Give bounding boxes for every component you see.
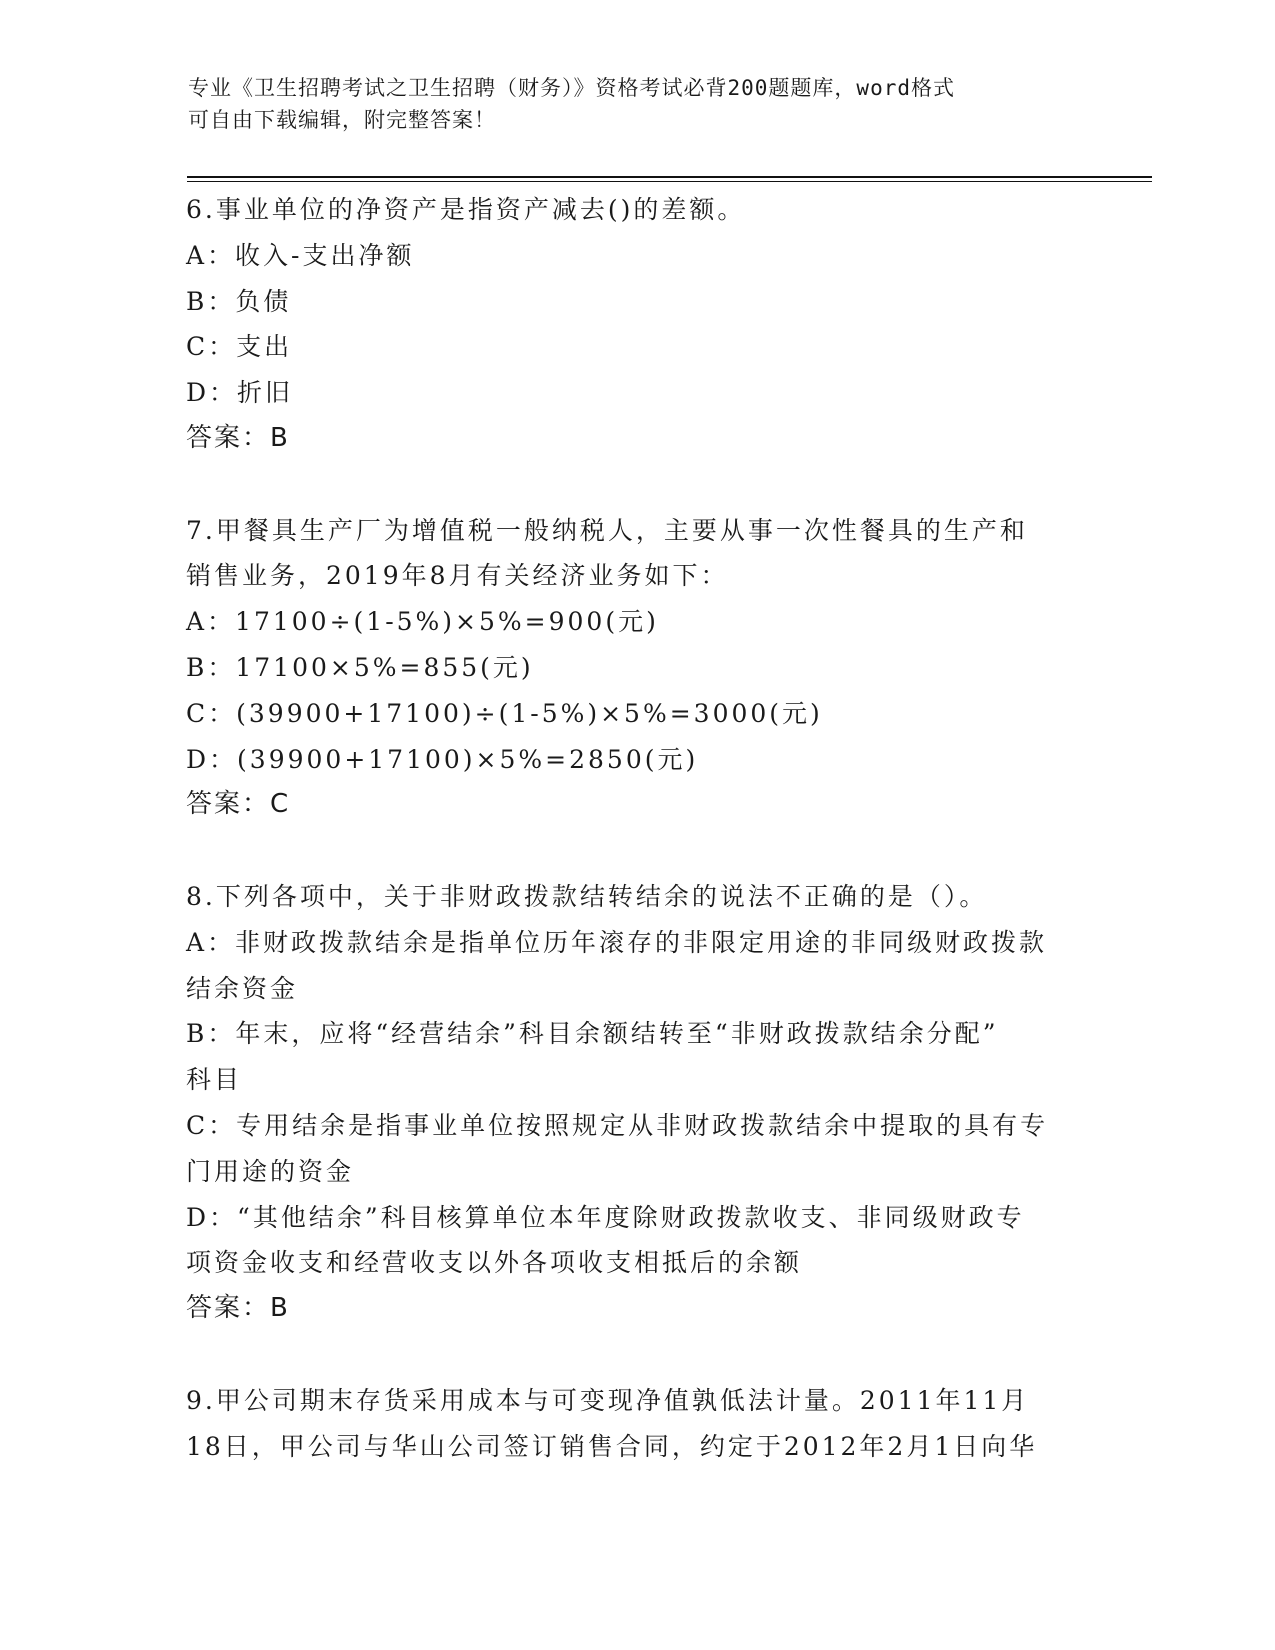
header-line: 专业《卫生招聘考试之卫生招聘（财务）》资格考试必背200题题库，word格式 — [188, 76, 955, 100]
question-spacer — [186, 462, 1126, 508]
option-line: B：17100×5%=855(元) — [186, 652, 534, 682]
option-line: 门用途的资金 — [186, 1156, 355, 1186]
question-stem-line: 7.甲餐具生产厂为增值税一般纳税人，主要从事一次性餐具的生产和 — [186, 515, 1028, 545]
question-stem-line: 18日，甲公司与华山公司签订销售合同，约定于2012年2月1日向华 — [186, 1431, 1038, 1461]
option-line: 项资金收支和经营收支以外各项收支相抵后的余额 — [186, 1248, 803, 1278]
option-line: A：17100÷(1-5%)×5%=900(元) — [186, 607, 659, 637]
question-stem-line: 8.下列各项中，关于非财政拨款结转结余的说法不正确的是（）。 — [186, 881, 988, 911]
question-stem-line: 9.甲公司期末存货采用成本与可变现净值孰低法计量。2011年11月 — [186, 1385, 1030, 1415]
option-line: A：收入-支出净额 — [186, 240, 415, 270]
question-block — [186, 874, 1126, 1332]
answer-line: 答案：B — [186, 422, 290, 453]
question-stem-line: 6.事业单位的净资产是指资产减去()的差额。 — [186, 195, 746, 224]
option-line: A：非财政拨款结余是指单位历年滚存的非限定用途的非同级财政拨款 — [186, 927, 1048, 957]
question-list — [186, 187, 1126, 1469]
question-block — [186, 187, 1126, 462]
option-line: B：负债 — [186, 286, 292, 316]
question-spacer — [186, 1332, 1126, 1378]
header-divider-thin — [187, 181, 1152, 182]
option-line: D：折旧 — [186, 378, 294, 408]
header-divider — [187, 176, 1152, 178]
option-line: C：支出 — [186, 332, 293, 362]
option-line: 科目 — [186, 1065, 243, 1095]
option-line: C：(39900+17100)÷(1-5%)×5%=3000(元) — [186, 698, 823, 728]
option-line: 结余资金 — [186, 973, 299, 1003]
answer-line: 答案：C — [186, 789, 291, 820]
option-line: C：专用结余是指事业单位按照规定从非财政拨款结余中提取的具有专 — [186, 1110, 1049, 1140]
document-header — [188, 72, 1088, 136]
answer-line: 答案：B — [186, 1293, 290, 1324]
header-line: 可自由下载编辑，附完整答案！ — [188, 108, 496, 132]
question-block — [186, 508, 1126, 829]
question-spacer — [186, 828, 1126, 874]
question-block — [186, 1378, 1126, 1470]
option-line: B：年末，应将“经营结余”科目余额结转至“非财政拨款结余分配” — [186, 1019, 999, 1049]
option-line: D：(39900+17100)×5%=2850(元) — [186, 744, 699, 774]
question-stem-line: 销售业务，2019年8月有关经济业务如下： — [186, 561, 729, 591]
option-line: D：“其他结余”科目核算单位本年度除财政拨款收支、非同级财政专 — [186, 1202, 1025, 1232]
